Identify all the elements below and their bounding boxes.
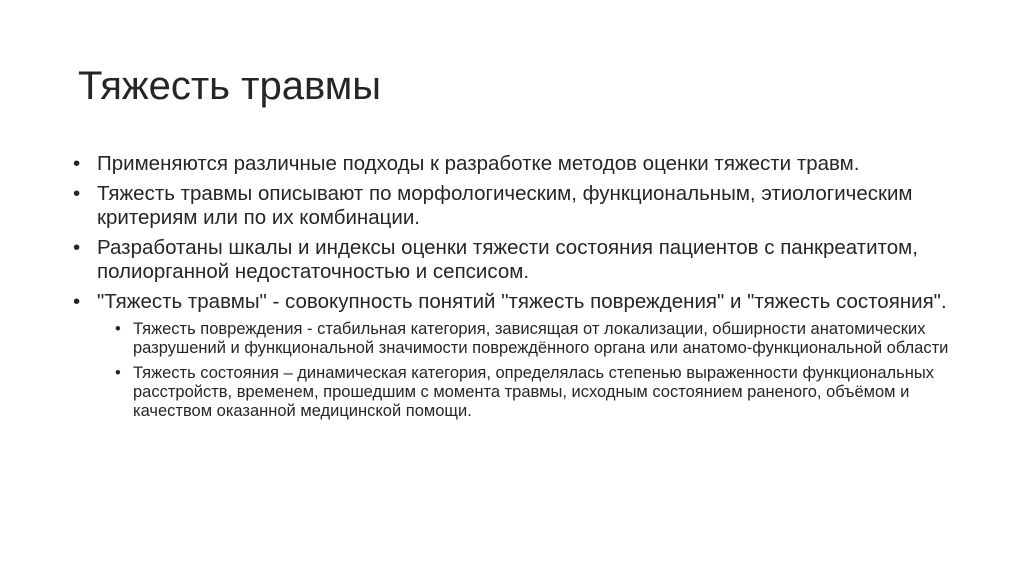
bullet-text: Тяжесть травмы описывают по морфологическим, функциональным, этиологическим критериям или по их комбинации. [97, 182, 913, 229]
slide-title: Тяжесть травмы [78, 64, 381, 108]
subbullet-item [73, 320, 973, 358]
bullet-text: Разработаны шкалы и индексы оценки тяжести состояния пациентов с панкреатитом, полиорганной недостаточностью и сепсисом. [97, 236, 918, 283]
subbullet-item [73, 364, 973, 421]
bullet-mark: • [73, 236, 81, 259]
bullet-item [73, 152, 973, 176]
bullet-text: "Тяжесть травмы" - совокупность понятий "тяжесть повреждения" и "тяжесть состояния". [97, 290, 947, 313]
subbullet-mark: • [115, 364, 121, 382]
bullet-item [73, 182, 973, 230]
subbullet-text: Тяжесть состояния – динамическая категория, определялась степенью выраженности функциональных расстройств, временем, прошедшим с момента травмы, исходным состоянием раненого, объёмом и качеством оказанной медицинской помощи. [133, 364, 934, 420]
slide-content [73, 152, 973, 427]
bullet-mark: • [73, 152, 81, 175]
bullet-mark: • [73, 290, 81, 313]
bullet-item [73, 236, 973, 284]
bullet-text: Применяются различные подходы к разработке методов оценки тяжести травм. [97, 152, 860, 175]
bullet-item [73, 290, 973, 314]
subbullet-mark: • [115, 320, 121, 338]
subbullet-text: Тяжесть повреждения - стабильная категория, зависящая от локализации, обширности анатомических разрушений и функциональной значимости повреждённого органа или анатомо-функциональной области [133, 320, 949, 357]
bullet-mark: • [73, 182, 81, 205]
